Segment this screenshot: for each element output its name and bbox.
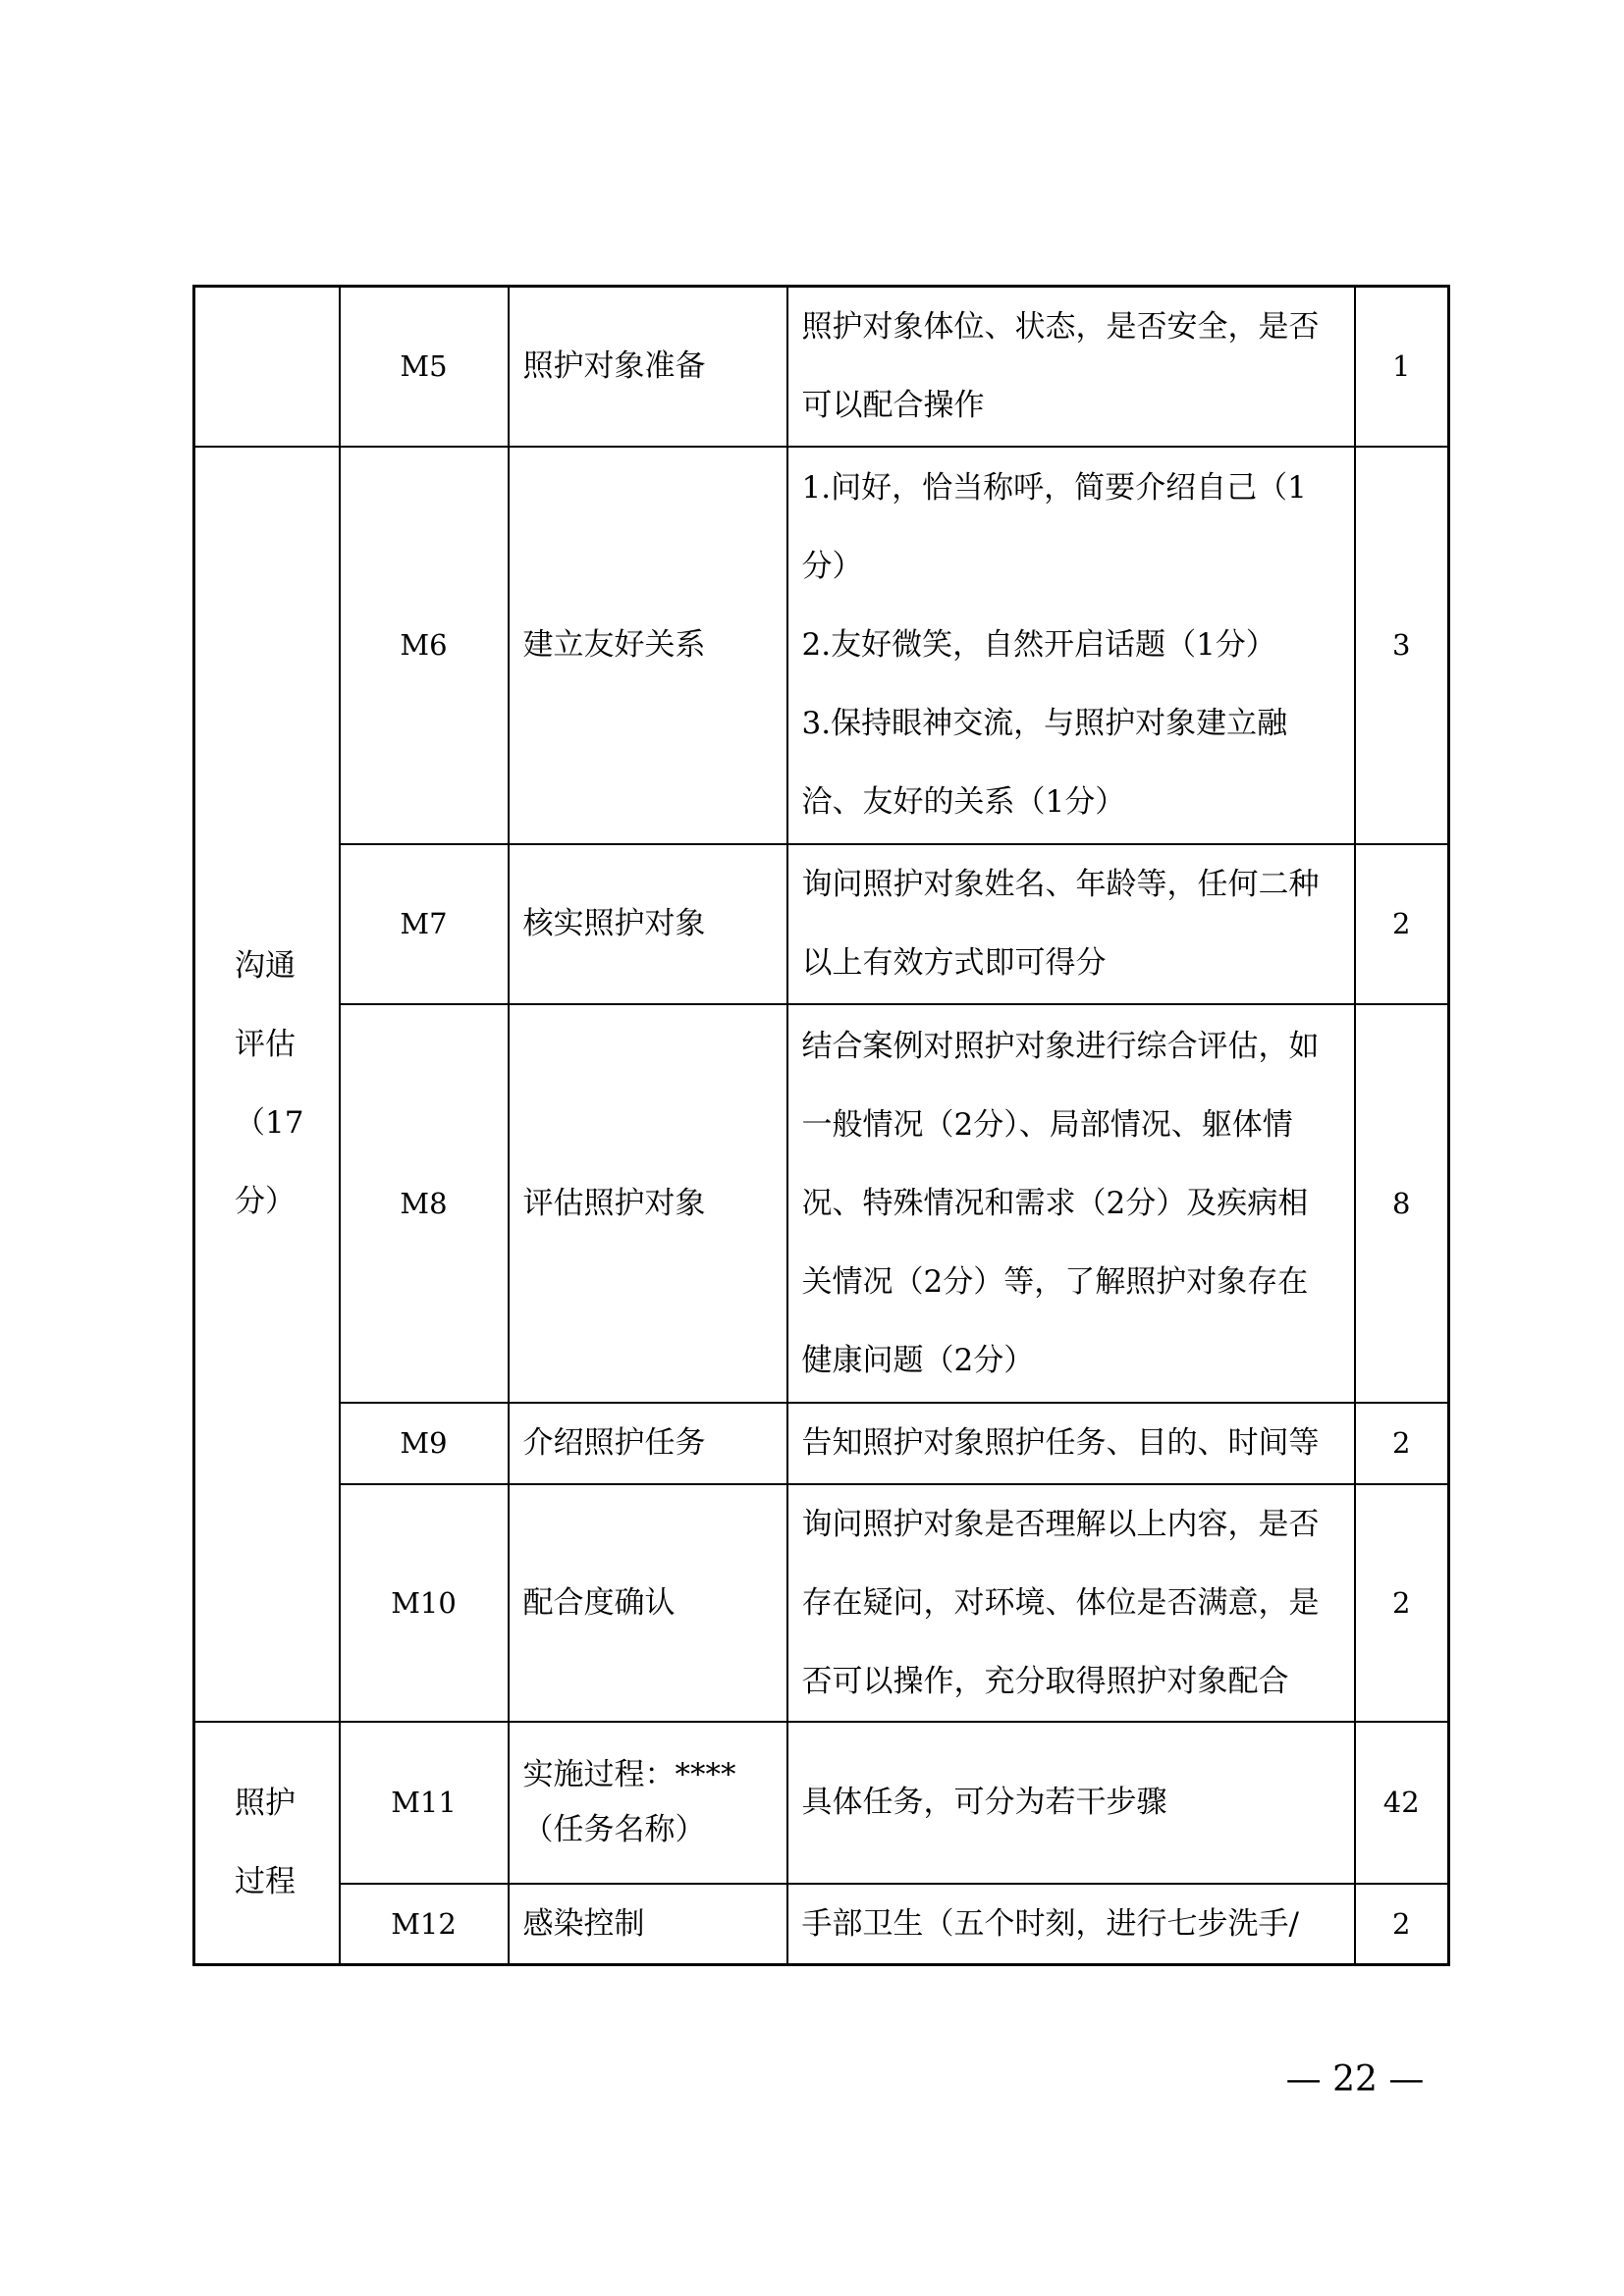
description-line: 结合案例对照护对象进行综合评估，如 <box>801 1028 1320 1064</box>
item-code: M11 <box>340 1722 509 1884</box>
item-code: M5 <box>340 287 509 447</box>
description-line: 分） <box>801 549 863 584</box>
item-score: 42 <box>1355 1722 1449 1884</box>
item-description <box>787 447 1355 844</box>
category-line: 分） <box>235 1184 296 1219</box>
description-line: 存在疑问，对环境、体位是否满意，是 <box>801 1584 1320 1621</box>
item-name <box>509 447 787 844</box>
item-name <box>509 287 787 447</box>
category-cell-communication <box>194 447 340 1722</box>
item-name <box>509 844 787 1004</box>
description-line: 以上有效方式即可得分 <box>801 945 1107 981</box>
description-line: 询问照护对象姓名、年龄等，任何二种 <box>801 867 1320 902</box>
table-row <box>194 1484 1449 1722</box>
description-line: 否可以操作，充分取得照护对象配合 <box>801 1663 1289 1699</box>
item-score: 3 <box>1355 447 1449 844</box>
item-name-line: 实施过程：**** <box>522 1757 736 1792</box>
item-name-line: 评估照护对象 <box>522 1185 706 1221</box>
item-description <box>787 844 1355 1004</box>
item-name-line: 核实照护对象 <box>522 906 706 941</box>
description-line: 告知照护对象照护任务、目的、时间等 <box>801 1425 1320 1461</box>
table-row <box>194 1403 1449 1484</box>
description-line: 照护对象体位、状态，是否安全，是否 <box>801 309 1320 346</box>
description-line: 1.问好，恰当称呼，简要介绍自己（1 <box>801 470 1307 506</box>
item-name-line: 配合度确认 <box>522 1584 676 1621</box>
category-line: 评估 <box>235 1027 296 1062</box>
item-score: 2 <box>1355 1403 1449 1484</box>
item-code: M8 <box>340 1004 509 1403</box>
description-line: 洽、友好的关系（1分） <box>801 784 1126 820</box>
description-line: 可以配合操作 <box>801 388 985 424</box>
item-score: 2 <box>1355 1884 1449 1965</box>
item-name-line: （任务名称） <box>522 1812 706 1847</box>
description-line: 2.友好微笑，自然开启话题（1分） <box>801 627 1276 663</box>
item-score: 8 <box>1355 1004 1449 1403</box>
description-line: 具体任务，可分为若干步骤 <box>801 1785 1167 1820</box>
table-row <box>194 1722 1449 1884</box>
category-line: 沟通 <box>235 948 296 984</box>
description-line: 况、特殊情况和需求（2分）及疾病相 <box>801 1185 1309 1221</box>
item-name <box>509 1484 787 1722</box>
item-code: M6 <box>340 447 509 844</box>
item-name <box>509 1403 787 1484</box>
item-code: M10 <box>340 1484 509 1722</box>
description-line: 关情况（2分）等，了解照护对象存在 <box>801 1263 1309 1300</box>
table-row <box>194 287 1449 447</box>
description-line: 健康问题（2分） <box>801 1342 1035 1378</box>
category-line: （17 <box>235 1105 304 1141</box>
item-name <box>509 1722 787 1884</box>
category-cell-empty <box>194 287 340 447</box>
table-row <box>194 1884 1449 1965</box>
scoring-table <box>192 285 1450 1966</box>
page-number: — 22 — <box>1285 2059 1425 2100</box>
description-line: 手部卫生（五个时刻，进行七步洗手/ <box>801 1905 1299 1942</box>
item-score: 1 <box>1355 287 1449 447</box>
description-line: 一般情况（2分）、局部情况、躯体情 <box>801 1106 1293 1143</box>
category-line: 照护 <box>235 1786 296 1822</box>
item-description <box>787 1884 1355 1965</box>
category-line: 过程 <box>235 1864 296 1900</box>
item-description <box>787 1722 1355 1884</box>
item-name <box>509 1004 787 1403</box>
item-description <box>787 1484 1355 1722</box>
item-code: M7 <box>340 844 509 1004</box>
item-description <box>787 1004 1355 1403</box>
item-name-line: 建立友好关系 <box>522 627 706 663</box>
item-score: 2 <box>1355 844 1449 1004</box>
table-row <box>194 844 1449 1004</box>
item-score: 2 <box>1355 1484 1449 1722</box>
item-code: M12 <box>340 1884 509 1965</box>
item-name-line: 介绍照护任务 <box>522 1425 706 1461</box>
table-row <box>194 1004 1449 1403</box>
item-code: M9 <box>340 1403 509 1484</box>
description-line: 询问照护对象是否理解以上内容，是否 <box>801 1506 1320 1542</box>
table-row <box>194 447 1449 844</box>
item-description <box>787 1403 1355 1484</box>
item-name-line: 照护对象准备 <box>522 348 706 385</box>
category-cell-care <box>194 1722 340 1965</box>
item-name-line: 感染控制 <box>522 1905 645 1942</box>
description-line: 3.保持眼神交流，与照护对象建立融 <box>801 706 1288 741</box>
item-description <box>787 287 1355 447</box>
item-name <box>509 1884 787 1965</box>
